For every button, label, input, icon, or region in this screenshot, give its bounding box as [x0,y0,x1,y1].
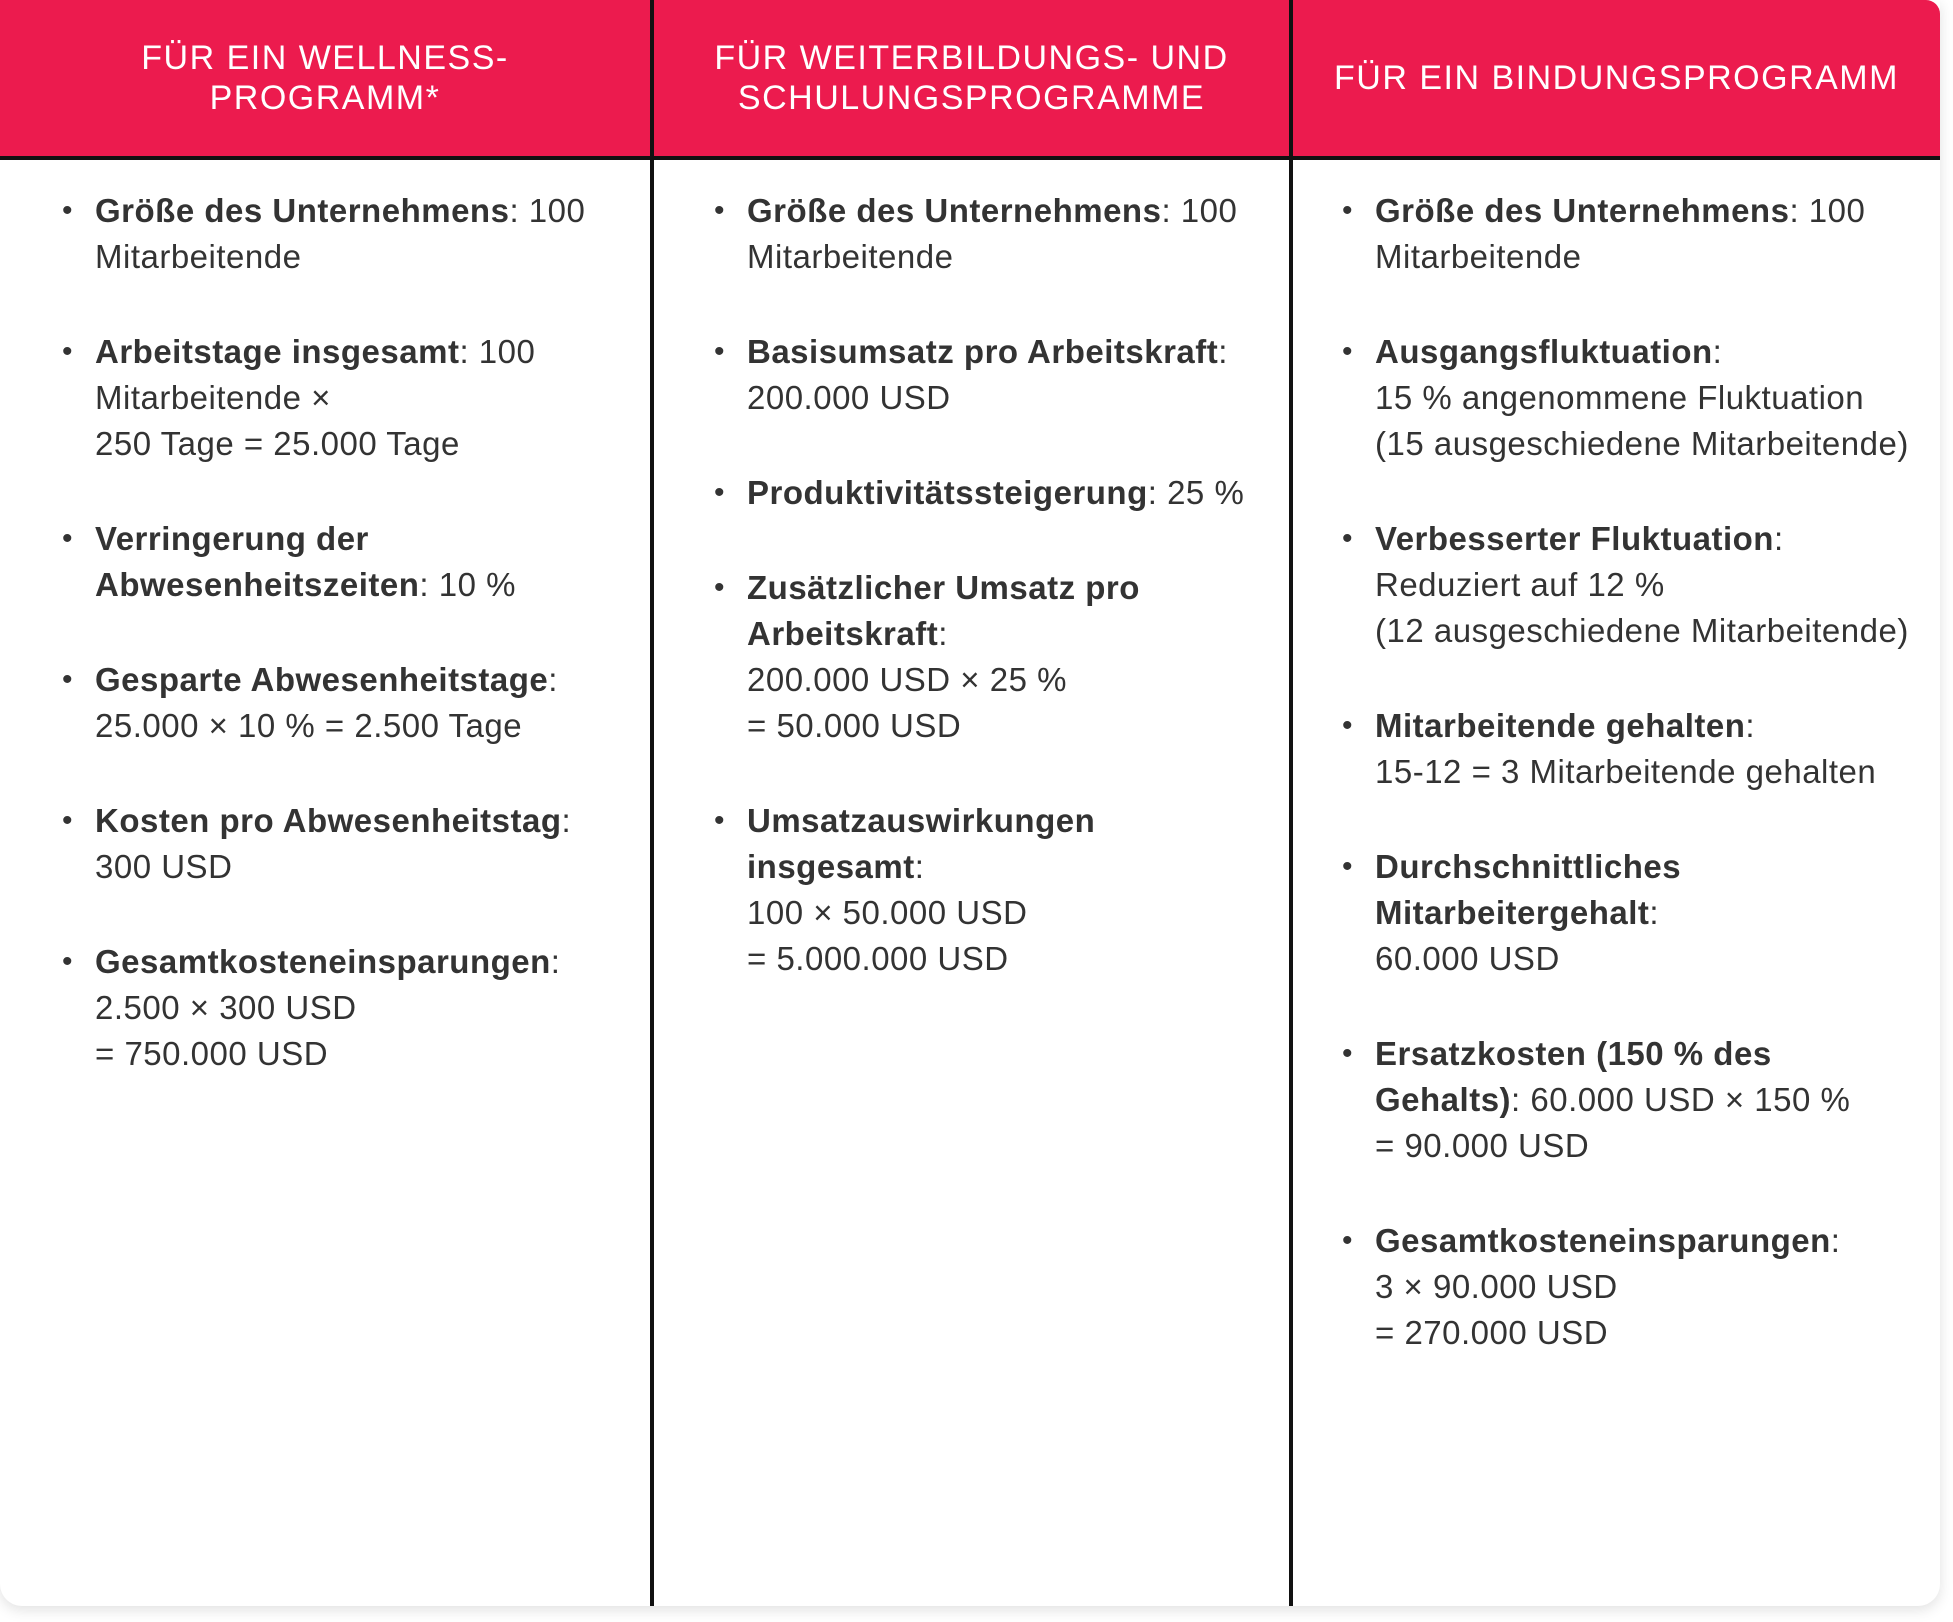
item-value: 60.000 USD [1375,940,1560,977]
bullet-icon: • [714,335,726,368]
list-item: • Basisumsatz pro Arbeitskraft: 200.000 USD [714,329,1274,421]
item-value: 100 Mitarbeitende [747,192,1238,275]
item-value: 100 Mitarbeitende × 250 Tage = 25.000 Tage [95,333,536,462]
item-value: 100 Mitarbeitende [1375,192,1866,275]
bullet-icon: • [1342,1224,1354,1257]
bullet-icon: • [1342,709,1354,742]
item-value: 100 Mitarbeitende [95,192,586,275]
list-item: • Mitarbeitende gehalten: 15-12 = 3 Mitarbeitende gehalten [1342,703,1922,795]
item-label: Durchschnittliches Mitarbeitergehalt [1375,848,1682,931]
item-value: 100 × 50.000 USD = 5.000.000 USD [747,894,1028,977]
item-label: Gesparte Abwesenheitstage [95,661,549,698]
item-value: Reduziert auf 12 % (12 ausgeschiedene Mitarbeitende) [1375,566,1909,649]
list-item: • Größe des Unternehmens: 100 Mitarbeitende [714,188,1274,280]
item-label: Größe des Unternehmens [95,192,510,229]
item-value: 10 % [429,566,516,603]
item-value: 2.500 × 300 USD = 750.000 USD [95,989,357,1072]
item-label: Ausgangsfluktuation [1375,333,1713,370]
item-value: 300 USD [95,848,233,885]
list-item: • Verringerung der Abwesenheitszeiten: 10 % [62,516,622,608]
item-label: Basisumsatz pro Arbeitskraft [747,333,1219,370]
bullet-icon: • [1342,522,1354,555]
bullet-icon: • [1342,335,1354,368]
list-item: • Ausgangsfluktuation: 15 % angenommene Fluktuation (15 ausgeschiedene Mitarbeitende) [1342,329,1922,467]
list-item: • Umsatzauswirkungen insgesamt: 100 × 50.000 USD = 5.000.000 USD [714,798,1274,982]
column-list-training [714,188,1274,1031]
list-item: • Kosten pro Abwesenheitstag: 300 USD [62,798,622,890]
item-label: Größe des Unternehmens [1375,192,1790,229]
item-label: Verringerung der Abwesenheitszeiten [95,520,420,603]
bullet-icon: • [62,335,74,368]
list-item: • Gesamtkosteneinsparungen: 3 × 90.000 USD = 270.000 USD [1342,1218,1922,1356]
bullet-icon: • [1342,194,1354,227]
item-value: 200.000 USD × 25 % = 50.000 USD [747,661,1067,744]
list-item: • Gesparte Abwesenheitstage: 25.000 × 10 % = 2.500 Tage [62,657,622,749]
item-label: Ersatzkosten (150 % des Gehalts) [1375,1035,1772,1118]
list-item: • Durchschnittliches Mitarbeitergehalt: 60.000 USD [1342,844,1922,982]
item-label: Kosten pro Abwesenheitstag [95,802,562,839]
column-title: FÜR EIN WELLNESS- PROGRAMM* [141,39,509,117]
bullet-icon: • [1342,850,1354,883]
item-value: 25.000 × 10 % = 2.500 Tage [95,707,523,744]
item-value: 60.000 USD × 150 % = 90.000 USD [1375,1081,1851,1164]
bullet-icon: • [62,194,74,227]
list-item: • Ersatzkosten (150 % des Gehalts): 60.000 USD × 150 % = 90.000 USD [1342,1031,1922,1169]
bullet-icon: • [714,571,726,604]
item-label: Mitarbeitende gehalten [1375,707,1746,744]
list-item: • Verbesserter Fluktuation: Reduziert auf 12 % (12 ausgeschiedene Mitarbeitende) [1342,516,1922,654]
column-list-retention [1342,188,1922,1405]
list-item: • Größe des Unternehmens: 100 Mitarbeitende [62,188,622,280]
bullet-icon: • [62,522,74,555]
column-header-retention [1293,0,1940,156]
bullet-icon: • [62,945,74,978]
item-label: Arbeitstage insgesamt [95,333,460,370]
item-label: Verbesserter Fluktuation [1375,520,1774,557]
bullet-icon: • [62,804,74,837]
column-header-training [654,0,1289,156]
column-divider [650,0,654,1606]
bullet-icon: • [714,194,726,227]
bullet-icon: • [714,804,726,837]
item-label: Gesamtkosteneinsparungen [1375,1222,1831,1259]
item-value: 3 × 90.000 USD = 270.000 USD [1375,1268,1618,1351]
column-header-wellness [0,0,650,156]
item-label: Gesamtkosteneinsparungen [95,943,551,980]
list-item: • Arbeitstage insgesamt: 100 Mitarbeitende × 250 Tage = 25.000 Tage [62,329,622,467]
list-item: • Größe des Unternehmens: 100 Mitarbeitende [1342,188,1922,280]
bullet-icon: • [714,476,726,509]
column-divider [1289,0,1293,1606]
item-value: 200.000 USD [747,379,951,416]
bullet-icon: • [62,663,74,696]
item-value: 15 % angenommene Fluktuation (15 ausgeschiedene Mitarbeitende) [1375,379,1909,462]
column-list-wellness [62,188,622,1126]
item-value: 15-12 = 3 Mitarbeitende gehalten [1375,753,1877,790]
bullet-icon: • [1342,1037,1354,1070]
item-label: Umsatzauswirkungen insgesamt [747,802,1096,885]
list-item: • Produktivitätssteigerung: 25 % [714,470,1274,516]
column-title: FÜR EIN BINDUNGSPROGRAMM [1334,59,1899,97]
list-item: • Zusätzlicher Umsatz pro Arbeitskraft: 200.000 USD × 25 % = 50.000 USD [714,565,1274,749]
list-item: • Gesamtkosteneinsparungen: 2.500 × 300 USD = 750.000 USD [62,939,622,1077]
item-label: Zusätzlicher Umsatz pro Arbeitskraft [747,569,1140,652]
column-title: FÜR WEITERBILDUNGS- UND SCHULUNGSPROGRAMME [714,39,1229,117]
item-value: 25 % [1157,474,1245,511]
item-label: Produktivitätssteigerung [747,474,1148,511]
item-label: Größe des Unternehmens [747,192,1162,229]
